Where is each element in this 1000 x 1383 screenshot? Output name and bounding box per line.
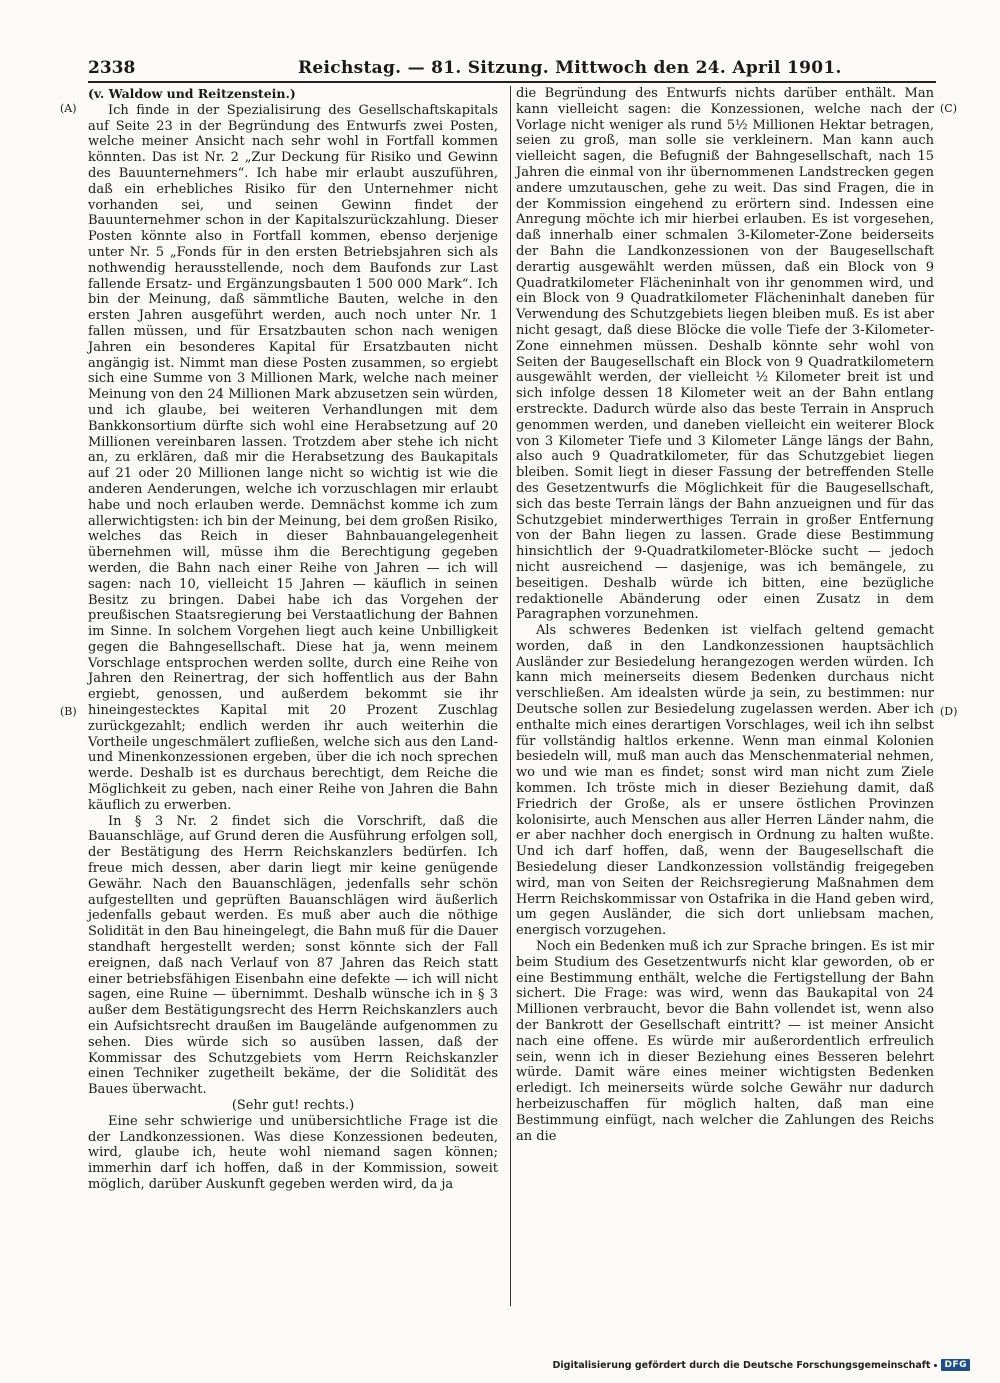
left-column [88,86,498,1193]
dfg-logo-icon: DFG [941,1359,970,1371]
column-divider [510,86,511,1306]
right-paragraph: die Begründung des Entwurfs nichts darüber enthält. Man kann vielleicht sagen: die Konzessionen, welche nach der Vorlage nicht weniger als rund 5½ Millionen Hektar betragen, seien zu groß, man solle sie verkleinern. Man kann auch vielleicht sagen, die Befugniß der Bahngesellschaft, nach 15 Jahren die einmal von ihr übernommenen Landstrecken gegen andere umzutauschen, gehe zu weit. Das sind Fragen, die in der Kommission eingehend zu erörtern sind. Indessen eine Anregung möchte ich mir hierbei erlauben. Es ist vorgesehen, daß innerhalb einer schmalen 3-Kilometer-Zone beiderseits der Bahn die Landkonzessionen von der Baugesellschaft derartig ausgewählt werden müssen, daß ein Block von 9 Quadratkilometer Flächeninhalt von ihr genommen wird, und ein Block von 9 Quadratkilometer Flächeninhalt daneben für Verwendung des Schutzgebiets liegen bleiben muß. Es ist aber nicht gesagt, daß diese Blöcke die volle Tiefe der 3-Kilometer-Zone einnehmen müssen. Deshalb könnte sehr wohl von Seiten der Baugesellschaft ein Block von 9 Quadratkilometern ausgewählt werden, der vielleicht ½ Kilometer breit ist und sich infolge dessen 18 Kilometer weit an der Bahn entlang erstreckte. Dadurch würde also das beste Terrain in Anspruch genommen werden, und daneben vielleicht ein weiterer Block von 3 Kilometer Tiefe und 3 Kilometer Länge längs der Bahn, also auch 9 Quadratkilometer, für das Schutzgebiet liegen bleiben. Somit liegt in dieser Fassung der betreffenden Stelle des Gesetzentwurfs die Möglichkeit für die Baugesellschaft, sich das beste Terrain längs der Bahn anzueignen und für das Schutzgebiet minderwerthiges Terrain in großer Entfernung von der Bahn liegen zu lassen. Grade diese Bestimmung hinsichtlich der 9-Quadratkilometer-Blöcke sucht — jedoch nicht ausreichend — dasjenige, was ich bemängele, zu beseitigen. Deshalb würde ich bitten, eine bezügliche redaktionelle Abänderung oder einen Zusatz in dem Paragraphen vorzunehmen. [516,86,934,623]
right-paragraph: Als schweres Bedenken ist vielfach geltend gemacht worden, daß in den Landkonzessionen hauptsächlich Ausländer zur Besiedelung herangezogen werden würden. Ich kann mich meinerseits diesem Bedenken durchaus nicht verschließen. Am idealsten würde ja sein, zu bestimmen: nur Deutsche sollen zur Besiedelung zugelassen werden. Aber ich enthalte mich eines derartigen Vorschlages, weil ich ihn selbst für vollständig haltlos erkenne. Wenn man einmal Kolonien besiedeln will, muß man auch das Menschenmaterial nehmen, wo und wie man es findet; sonst wird man nicht zum Ziele kommen. Ich tröste mich in dieser Beziehung damit, daß Friedrich der Große, als er unsere östlichen Provinzen kolonisirte, auch Menschen aus aller Herren Länder nahm, die er aber nachher doch energisch in Ordnung zu halten wußte. Und ich darf hoffen, daß, wenn der Baugesellschaft die Besiedelung dieser Landkonzession vollständig freigegeben wird, man von Seiten der Reichsregierung Maßnahmen dem Herrn Reichskommissar von Ostafrika in die Hand geben wird, um gegen Ausländer, die sich dort unliebsam machen, energisch vorzugehen. [516,623,934,939]
page-header [88,58,938,80]
header-rule [88,81,936,83]
running-title: Reichstag. — 81. Sitzung. Mittwoch den 24. April 1901. [298,58,842,78]
page-number: 2338 [88,58,136,78]
margin-marker-b: (B) [60,705,77,718]
interjection: (Sehr gut! rechts.) [231,1098,355,1113]
bullet-icon [934,1364,937,1367]
left-paragraph: In § 3 Nr. 2 findet sich die Vorschrift, daß die Bauanschläge, auf Grund deren die Ausführung erfolgen soll, der Bestätigung des Herrn Reichskanzlers bedürfen. Ich freue mich dessen, aber darin liegt mir keine genügende Gewähr. Nach den Bauanschlägen, jedenfalls sehr schön aufgestellten und geprüften Bauanschlägen wird äußerlich jedenfalls gebaut werden. Es muß aber auch die nöthige Solidität in den Bau hineingelegt, die Bahn muß für die Dauer standhaft hergestellt werden; sonst könnte sich der Fall ereignen, daß nach Verlauf von 87 Jahren das Reich statt einer betriebsfähigen Eisenbahn eine defekte — ich will nicht sagen, eine Ruine — übernimmt. Deshalb wünsche ich in § 3 außer dem Bestätigungsrecht des Herrn Reichskanzlers auch ein Aufsichtsrecht draußen im Baugelände aufgenommen zu sehen. Dies würde sich so ausüben lassen, daß der Kommissar des Schutzgebiets vom Herrn Reichskanzler einen Techniker zugetheilt bekäme, der die Solidität des Baues überwacht. [88,813,498,1098]
margin-marker-d: (D) [940,705,958,718]
margin-marker-c: (C) [940,102,957,115]
left-paragraph: Eine sehr schwierige und unübersichtliche Frage ist die der Landkonzessionen. Was diese Konzessionen bedeuten, wird, glaube ich, heute wohl niemand sagen können; immerhin darf ich hoffen, daß in der Kommission, soweit möglich, darüber Auskunft gegeben werden wird, da ja [88,1113,498,1192]
digitization-footer [553,1357,971,1373]
left-paragraph: Ich finde in der Spezialisirung des Gesellschaftskapitals auf Seite 23 in der Begründung des Entwurfs zwei Posten, welche meiner Ansicht nach sehr wohl in Fortfall kommen könnten. Das ist Nr. 2 „Zur Deckung für Risiko und Gewinn des Bauunternehmers“. Ich habe mir erlaubt auszuführen, daß ein erhebliches Risiko für den Unternehmer nicht vorhanden sei, und seinen Gewinn findet der Bauunternehmer schon in der Kapitalszurückzahlung. Dieser Posten könnte also in Fortfall kommen, ebenso derjenige unter Nr. 5 „Fonds für in den ersten Betriebsjahren sich als nothwendig herausstellende, noch dem Baufonds zur Last fallende Ersatz- und Ergänzungsbauten 1 500 000 Mark“. Ich bin der Meinung, daß sämmtliche Bauten, welche in den ersten Jahren ausgeführt werden, auch noch unter Nr. 1 fallen müssen, und für Ersatzbauten schon nach wenigen Jahren ein besonderes Kapital für Ersatzbauten nicht angängig ist. Nimmt man diese Posten zusammen, so ergiebt sich eine Summe von 3 Millionen Mark, welche nach meiner Meinung von den 24 Millionen Mark abzusetzen sein würden, und ich glaube, bei weiteren Verhandlungen mit dem Bankkonsortium dürfte sich wohl eine Herabsetzung auf 20 Millionen vereinbaren lassen. Trotzdem aber stehe ich nicht an, zu erklären, daß mir die Herabsetzung des Baukapitals auf 21 oder 20 Millionen lange nicht so wichtig ist wie die anderen Aenderungen, welche ich vorzuschlagen mir erlaubt habe und noch erlauben werde. Demnächst komme ich zum allerwichtigsten: ich bin der Meinung, bei dem großen Risiko, welches das Reich in dieser Bahnbauangelegenheit übernehmen will, müsse ihm die Berechtigung gegeben werden, die Bahn nach einer Reihe von Jahren — ich will sagen: nach 10, vielleicht 15 Jahren — käuflich in seinen Besitz zu bringen. Dabei habe ich das Vorgehen der preußischen Staatsregierung bei Verstaatlichung der Bahnen im Sinne. In solchem Vorgehen liegt auch keine Unbilligkeit gegen die Bahngesellschaft. Diese hat ja, wenn meinem Vorschlage entsprochen werden sollte, durch eine Reihe von Jahren den Reinertrag, der sich hoffentlich aus der Bahn ergiebt, genossen, und außerdem bekommt sie ihr hineingestecktes Kapital mit 20 Prozent Zuschlag zurückgezahlt; endlich werden ihr auch weiterhin die Vortheile ungeschmälert zufließen, welche sich aus den Land- und Minenkonzessionen ergeben, über die ich noch sprechen werde. Deshalb ist es durchaus berechtigt, dem Reiche die Möglichkeit zu geben, nach einer Reihe von Jahren die Bahn käuflich zu erwerben. [88,102,498,813]
footer-text: Digitalisierung gefördert durch die Deutsche Forschungsgemeinschaft [552,1359,931,1371]
right-column [516,86,934,1144]
speaker-line: (v. Waldow und Reitzenstein.) [88,86,296,101]
margin-marker-a: (A) [60,102,77,115]
right-paragraph: Noch ein Bedenken muß ich zur Sprache bringen. Es ist mir beim Studium des Gesetzentwurfs nicht klar geworden, ob er eine Bestimmung enthält, welche die Fertigstellung der Bahn sichert. Die Frage: was wird, wenn das Baukapital von 24 Millionen verbraucht, bevor die Bahn vollendet ist, wenn also der Bankrott der Gesellschaft eintritt? — ist meiner Ansicht nach eine offene. Es würde mir außerordentlich erfreulich sein, wenn ich in dieser Beziehung eines Besseren belehrt würde. Damit wäre eines meiner wichtigsten Bedenken erledigt. Ich meinerseits würde solche Gewähr nur dadurch herbeizuschaffen für möglich halten, daß man eine Bestimmung einfügt, nach welcher die Zahlungen des Reichs an die [516,939,934,1144]
